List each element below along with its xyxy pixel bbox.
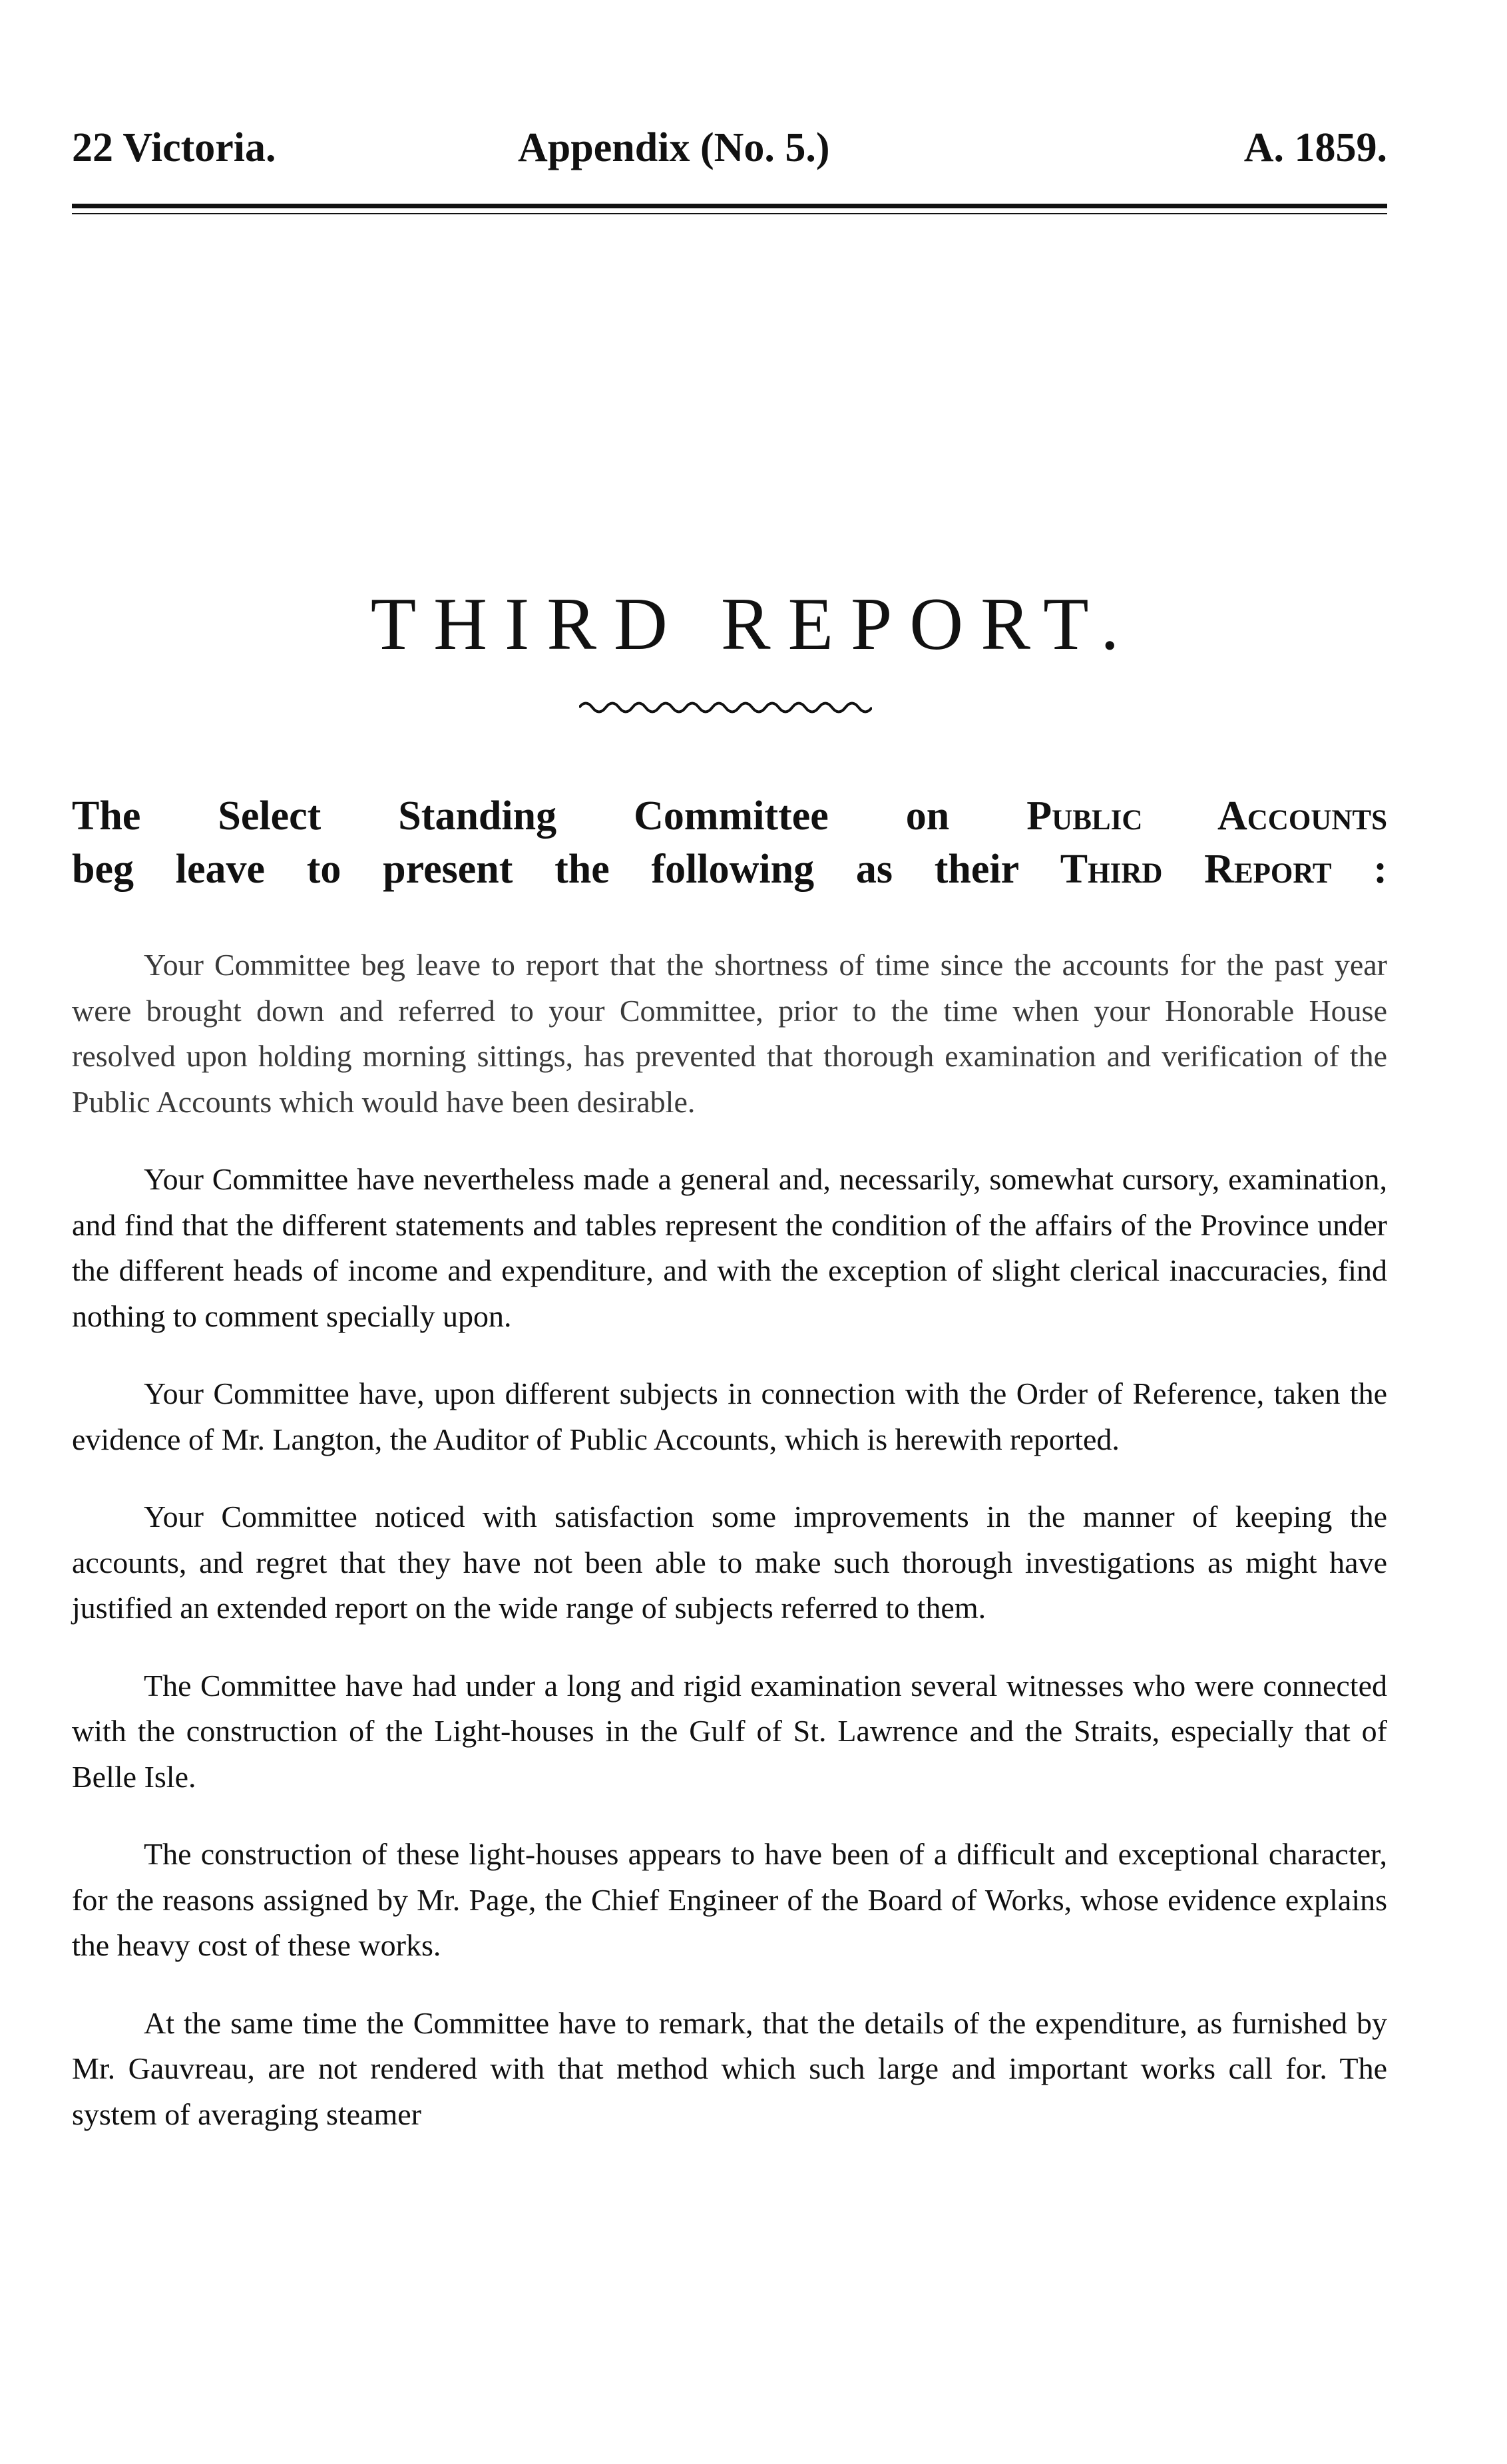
intro-statement	[72, 789, 1387, 896]
intro-text-2: beg leave to present the following as their	[72, 847, 1060, 892]
header-rule-thick	[72, 204, 1387, 208]
header-year: A. 1859.	[1243, 125, 1387, 170]
paragraph: Your Committee noticed with satisfaction some improvements in the manner of keeping the accounts, and regret that they have not been able to make such thorough investigations as might have justified an extended report on the wide range of subjects referred to them.	[72, 1500, 1387, 1625]
intro-public-accounts: Public Accounts	[1026, 793, 1388, 839]
intro-text-1: The Select Standing Committee on	[72, 793, 1027, 839]
paragraph: The construction of these light-houses appears to have been of a difficult and exceptional character, for the reasons assigned by Mr. Page, the Chief Engineer of the Board of Works, whose evidence explains the heavy cost of these works.	[72, 1837, 1387, 1962]
report-body	[72, 942, 1387, 2169]
header-session: 22 Victoria.	[72, 125, 276, 170]
intro-third-report: Third Report	[1060, 847, 1332, 892]
paragraph: At the same time the Committee have to remark, that the details of the expenditure, as furnished by Mr. Gauvreau, are not rendered with that method which such large and important works call for. The system of averaging steamer	[72, 2005, 1387, 2131]
wavy-ornament	[579, 698, 872, 718]
paragraph: Your Committee beg leave to report that the shortness of time since the accounts for the past year were brought down and referred to your Committee, prior to the time when your Honorable House resolved upon holding morning sittings, has prevented that thorough examination and verification of the Public Accounts which would have been desirable.	[72, 948, 1387, 1119]
paragraph: The Committee have had under a long and rigid examination several witnesses who were connected with the construction of the Light-houses in the Gulf of St. Lawrence and the Straits, especially that of Belle Isle.	[72, 1668, 1387, 1794]
paragraph: Your Committee have, upon different subjects in connection with the Order of Reference, taken the evidence of Mr. Langton, the Auditor of Public Accounts, which is herewith reported.	[72, 1376, 1387, 1456]
header-appendix: Appendix (No. 5.)	[518, 125, 830, 170]
header-rule-thin	[72, 213, 1387, 214]
report-title: THIRD REPORT.	[370, 583, 1137, 666]
paragraph: Your Committee have nevertheless made a general and, necessarily, somewhat cursory, examination, and find that the different statements and tables represent the condition of the affairs of the Province under the different heads of income and expenditure, and with the exception of slight clerical inaccuracies, find nothing to comment specially upon.	[72, 1162, 1387, 1333]
running-header	[72, 121, 1387, 174]
intro-text-3: :	[1331, 847, 1387, 892]
